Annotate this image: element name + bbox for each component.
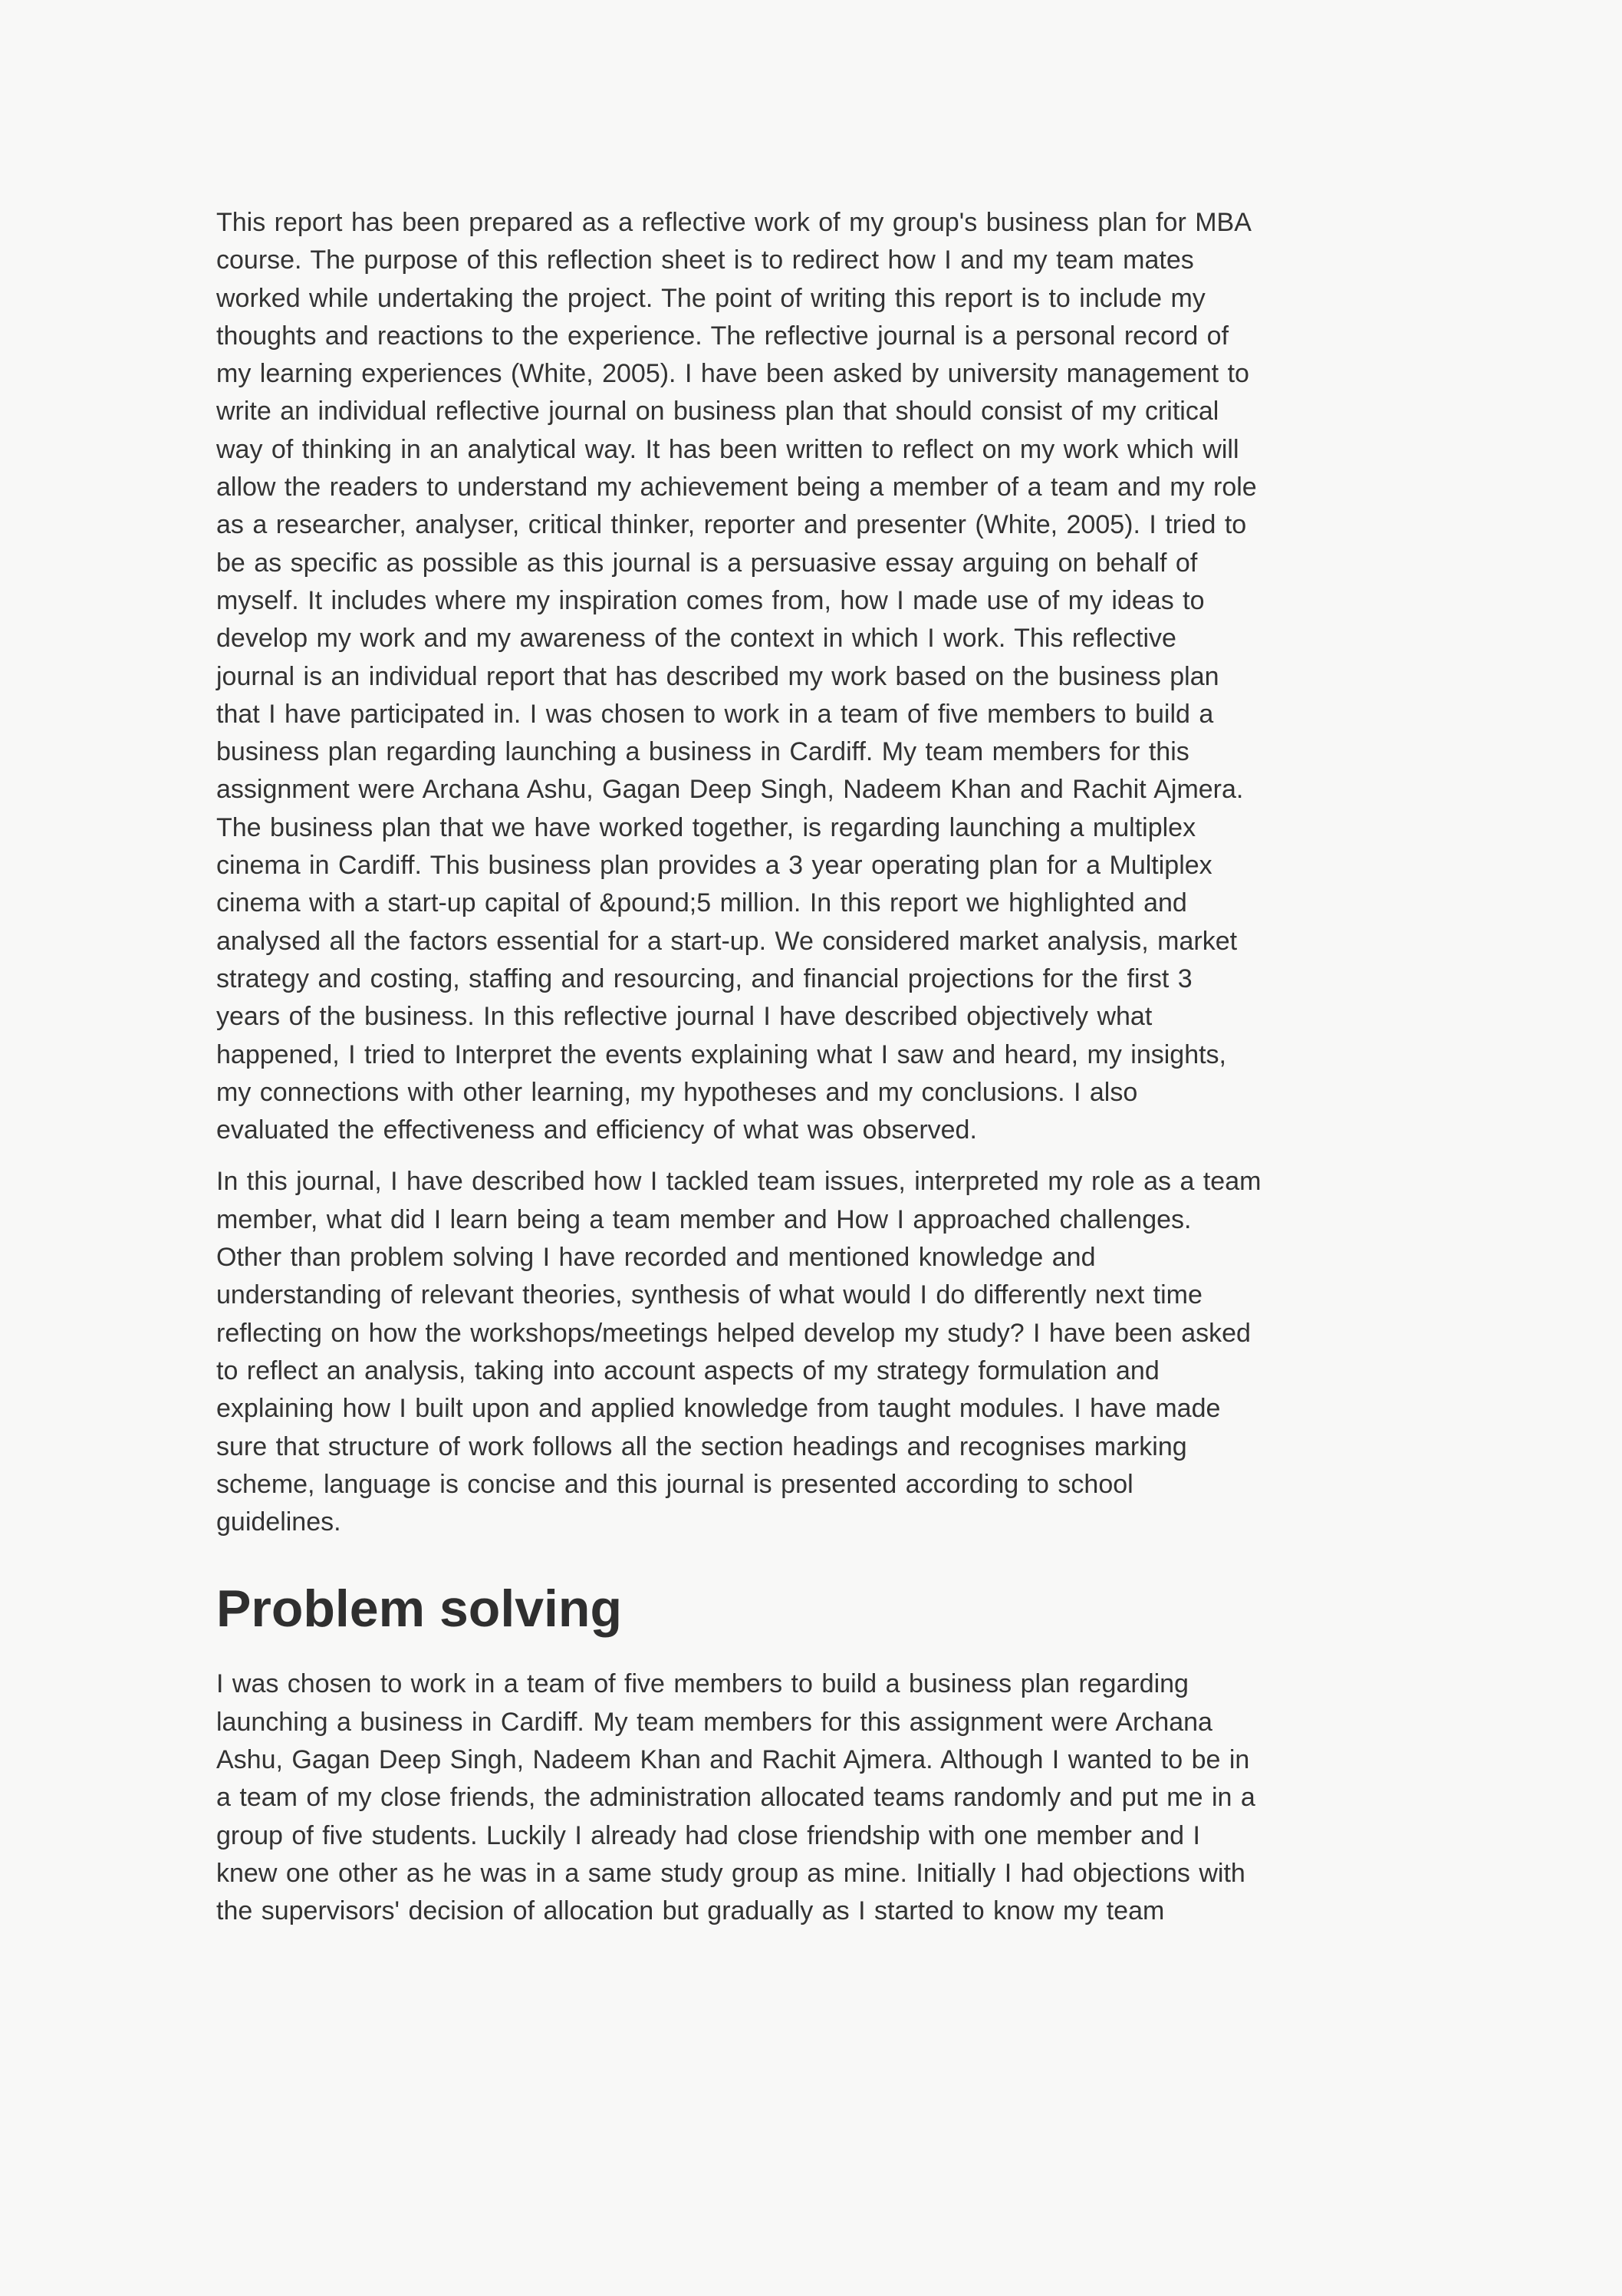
intro-paragraph-line: strategy and costing, staffing and resourcing, and financial projections for the first 3	[216, 964, 1193, 993]
intro-paragraph-line: myself. It includes where my inspiration comes from, how I made use of my ideas to	[216, 585, 1205, 615]
intro-paragraph-line: allow the readers to understand my achievement being a member of a team and my role	[216, 473, 1257, 502]
intro-paragraph-line: journal is an individual report that has described my work based on the business plan	[216, 661, 1219, 691]
journal-scope-paragraph	[216, 1163, 1413, 1541]
intro-paragraph-line: business plan regarding launching a business in Cardiff. My team members for this	[216, 737, 1189, 767]
journal-scope-paragraph-line: understanding of relevant theories, synthesis of what would I do differently next time	[216, 1280, 1203, 1310]
intro-paragraph-line: cinema with a start-up capital of &pound;5 million. In this report we highlighted and	[216, 888, 1187, 918]
journal-scope-paragraph-line: explaining how I built upon and applied knowledge from taught modules. I have made	[216, 1394, 1221, 1424]
journal-scope-paragraph-line: Other than problem solving I have recorded and mentioned knowledge and	[216, 1243, 1096, 1273]
intro-paragraph-line: evaluated the effectiveness and efficiency of what was observed.	[216, 1115, 977, 1145]
journal-scope-paragraph-line: In this journal, I have described how I tackled team issues, interpreted my role as a team	[216, 1167, 1262, 1197]
intro-paragraph-line: thoughts and reactions to the experience. The reflective journal is a personal record of	[216, 321, 1229, 351]
problem-solving-paragraph-line: a team of my close friends, the administration allocated teams randomly and put me in a	[216, 1783, 1255, 1813]
intro-paragraph-line: my connections with other learning, my hypotheses and my conclusions. I also	[216, 1077, 1138, 1107]
journal-scope-paragraph-line: guidelines.	[216, 1507, 341, 1537]
intro-paragraph-line: assignment were Archana Ashu, Gagan Deep Singh, Nadeem Khan and Rachit Ajmera.	[216, 775, 1244, 805]
intro-paragraph-line: worked while undertaking the project. The point of writing this report is to include my	[216, 283, 1206, 313]
intro-paragraph-line: way of thinking in an analytical way. It has been written to reflect on my work which will	[216, 434, 1239, 464]
intro-paragraph-line: that I have participated in. I was chosen to work in a team of five members to build a	[216, 699, 1214, 729]
problem-solving-paragraph-line: group of five students. Luckily I already had close friendship with one member and I	[216, 1820, 1200, 1850]
intro-paragraph-line: The business plan that we have worked together, is regarding launching a multiplex	[216, 812, 1196, 842]
intro-paragraph-line: happened, I tried to Interpret the events explaining what I saw and heard, my insights,	[216, 1039, 1226, 1069]
intro-paragraph-line: cinema in Cardiff. This business plan provides a 3 year operating plan for a Multiplex	[216, 851, 1212, 881]
intro-paragraph-line: as a researcher, analyser, critical thinker, reporter and presenter (White, 2005). I tried to	[216, 510, 1247, 540]
problem-solving-paragraph-line: I was chosen to work in a team of five members to build a business plan regarding	[216, 1669, 1189, 1699]
journal-scope-paragraph-line: reflecting on how the workshops/meetings helped develop my study? I have been asked	[216, 1318, 1251, 1348]
intro-paragraph-line: develop my work and my awareness of the context in which I work. This reflective	[216, 624, 1176, 654]
section-heading: Problem solving	[216, 1580, 622, 1639]
problem-solving-paragraph-line: Ashu, Gagan Deep Singh, Nadeem Khan and Rachit Ajmera. Although I wanted to be in	[216, 1744, 1250, 1774]
journal-scope-paragraph-line: scheme, language is concise and this journal is presented according to school	[216, 1469, 1133, 1499]
problem-solving-paragraph-line: the supervisors' decision of allocation but gradually as I started to know my team	[216, 1896, 1165, 1926]
journal-scope-paragraph-line: sure that structure of work follows all the section headings and recognises marking	[216, 1431, 1187, 1461]
intro-paragraph-line: write an individual reflective journal on business plan that should consist of my critical	[216, 397, 1219, 427]
intro-paragraph-line: my learning experiences (White, 2005). I have been asked by university management to	[216, 359, 1249, 389]
intro-paragraph-line: This report has been prepared as a reflective work of my group's business plan for MBA	[216, 208, 1252, 237]
problem-solving-paragraph	[216, 1665, 1413, 1930]
intro-paragraph-line: years of the business. In this reflective journal I have described objectively what	[216, 1002, 1153, 1032]
intro-paragraph-line: analysed all the factors essential for a start-up. We considered market analysis, market	[216, 926, 1238, 956]
problem-solving-paragraph-line: knew one other as he was in a same study group as mine. Initially I had objections with	[216, 1858, 1245, 1888]
intro-paragraph	[216, 204, 1413, 1149]
journal-scope-paragraph-line: to reflect an analysis, taking into account aspects of my strategy formulation and	[216, 1356, 1160, 1385]
intro-paragraph-line: be as specific as possible as this journal is a persuasive essay arguing on behalf of	[216, 548, 1198, 578]
document-body	[216, 204, 1413, 1930]
intro-paragraph-line: course. The purpose of this reflection sheet is to redirect how I and my team mates	[216, 245, 1194, 275]
problem-solving-paragraph-line: launching a business in Cardiff. My team members for this assignment were Archana	[216, 1707, 1212, 1737]
journal-scope-paragraph-line: member, what did I learn being a team member and How I approached challenges.	[216, 1204, 1192, 1234]
